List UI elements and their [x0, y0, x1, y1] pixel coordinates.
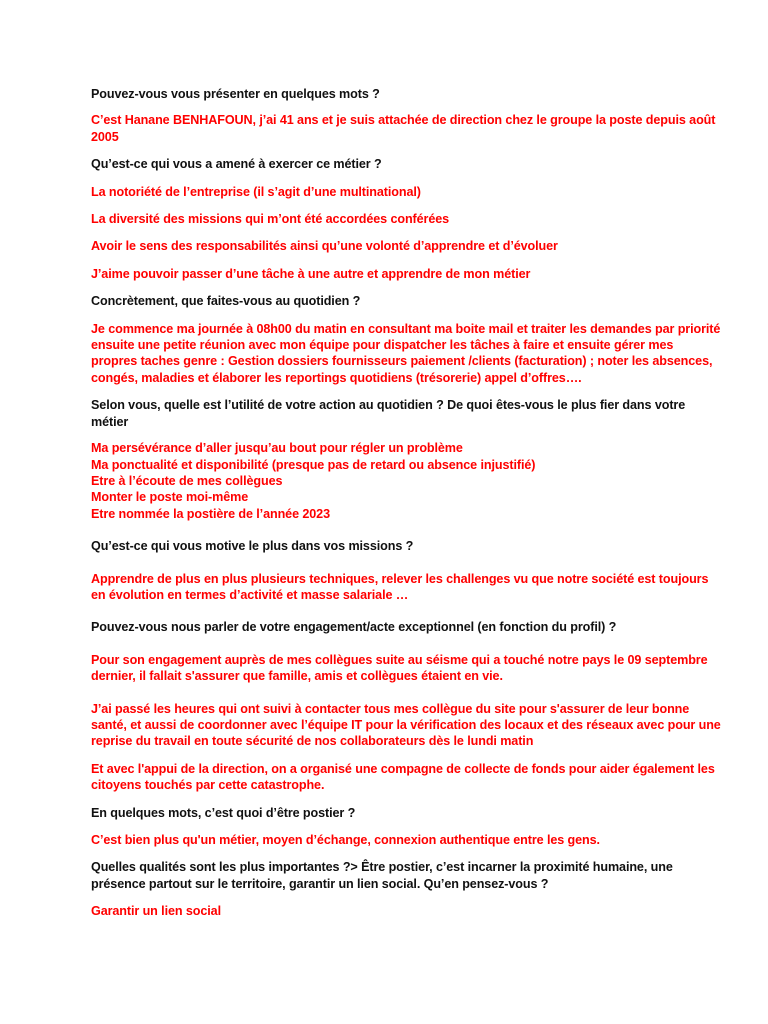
question-motive: Qu’est-ce qui vous motive le plus dans vos missions ? [91, 539, 414, 554]
answer-line: Monter le poste moi-même [91, 490, 249, 505]
answer-fierte-list [91, 440, 721, 522]
question-presentation: Pouvez-vous vous présenter en quelques mots ? [91, 87, 380, 101]
answer-presentation: C’est Hanane BENHAFOUN, j’ai 41 ans et je suis attachée de direction chez le groupe la poste depuis août 2005 [91, 113, 716, 144]
question-qualites: Quelles qualités sont les plus importantes ?> Être postier, c’est incarner la proximité humaine, une présence partout sur le territoire, garantir un lien social. Qu’en pensez-vous ? [91, 860, 673, 891]
answer-qualites: Garantir un lien social [91, 904, 221, 919]
answer-line: Ma ponctualité et disponibilité (presque pas de retard ou absence injustifié) [91, 457, 536, 472]
answer-line: Ma persévérance d’aller jusqu’au bout pour régler un problème [91, 441, 463, 456]
question-motivation-metier: Qu’est-ce qui vous a amené à exercer ce métier ? [91, 157, 382, 172]
question-utilite: Selon vous, quelle est l’utilité de votre action au quotidien ? De quoi êtes-vous le plus fier dans votre métier [91, 398, 686, 429]
answer-engagement-collecte: Et avec l'appui de la direction, on a organisé une compagne de collecte de fonds pour aider également les citoyens touchés par cette catastrophe. [91, 761, 715, 793]
answer-line: Etre nommée la postière de l’année 2023 [91, 506, 330, 521]
question-postier: En quelques mots, c’est quoi d’être postier ? [91, 805, 356, 820]
answer-quotidien: Je commence ma journée à 08h00 du matin en consultant ma boite mail et traiter les demandes par priorité ensuite une petite réunion avec mon équipe pour dispatcher les tâches à faire et ensuite gérer mes propres taches genre : Gestion dossiers fournisseurs paiement /clients (facturation) ; noter les absences, congés, maladies et élaborer les reportings quotidiens (trésorerie) appel d’offres…. [91, 321, 721, 385]
answer-responsabilites: Avoir le sens des responsabilités ainsi qu’une volonté d’apprendre et d’évoluer [91, 239, 558, 254]
answer-engagement-contact: J’ai passé les heures qui ont suivi à contacter tous mes collègue du site pour s'assurer de leur bonne santé, et aussi de coordonner avec l’équipe IT pour la vérification des locaux et des réseaux avec pour une reprise du travail en toute sécurité de nos collaborateurs dès le lundi matin [91, 701, 721, 749]
question-quotidien: Concrètement, que faites-vous au quotidien ? [91, 294, 361, 309]
answer-engagement-seisme: Pour son engagement auprès de mes collègues suite au séisme qui a touché notre pays le 09 septembre dernier, il fallait s'assurer que famille, amis et collègues étaient en vie. [91, 652, 708, 684]
answer-polyvalence: J’aime pouvoir passer d’une tâche à une autre et apprendre de mon métier [91, 266, 531, 281]
answer-postier: C’est bien plus qu'un métier, moyen d’échange, connexion authentique entre les gens. [91, 833, 600, 847]
answer-line: Etre à l’écoute de mes collègues [91, 473, 283, 488]
answer-motive: Apprendre de plus en plus plusieurs techniques, relever les challenges vu que notre société est toujours en évolution en termes d’activité et masse salariale … [91, 571, 709, 602]
question-engagement: Pouvez-vous nous parler de votre engagement/acte exceptionnel (en fonction du profil) ? [91, 620, 617, 635]
answer-diversite: La diversité des missions qui m’ont été accordées conférées [91, 212, 450, 227]
document-page [91, 86, 721, 920]
answer-notoriete: La notoriété de l’entreprise (il s’agit d’une multinational) [91, 184, 421, 199]
